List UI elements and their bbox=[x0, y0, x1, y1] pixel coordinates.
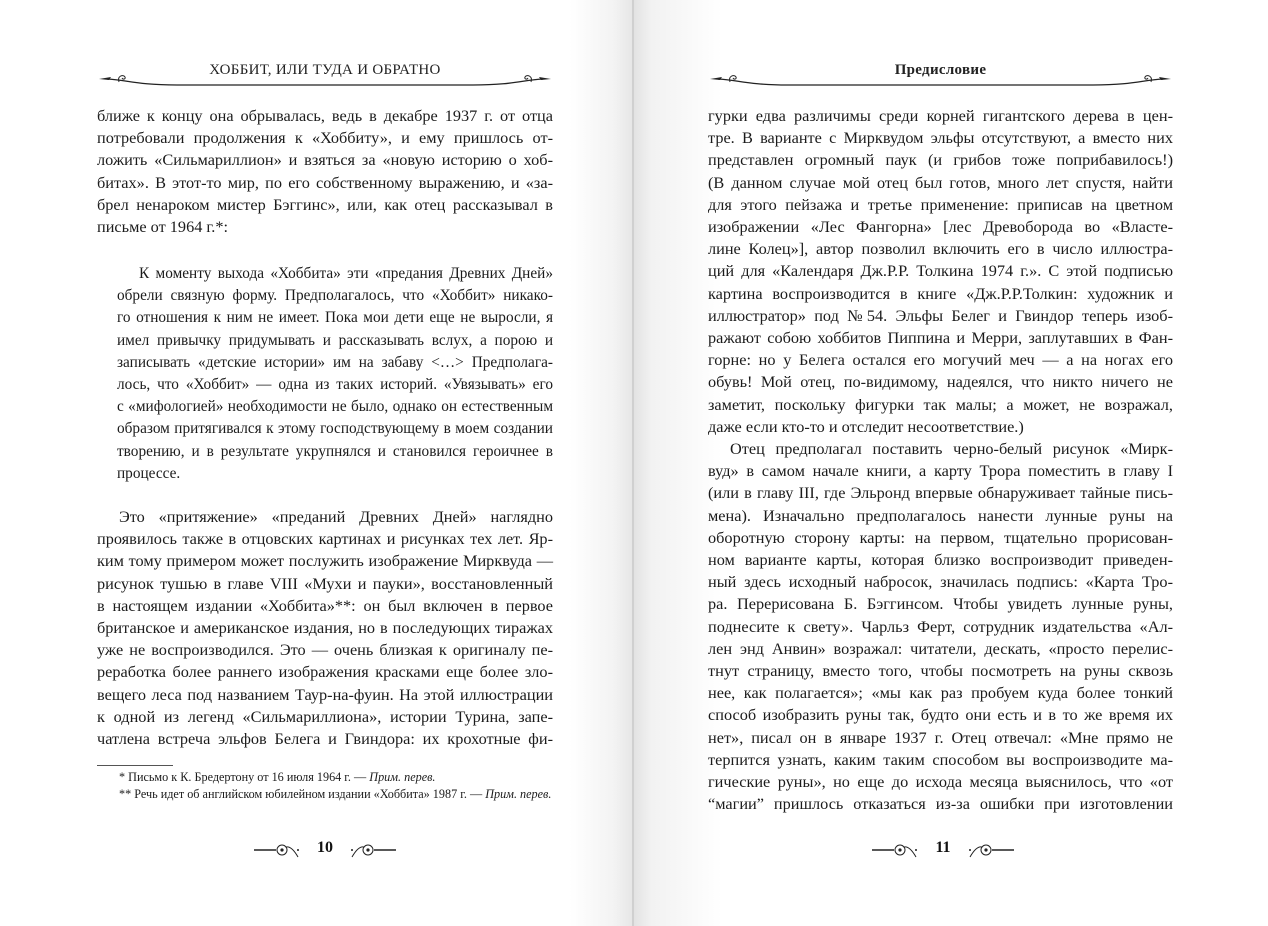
text-line: К моменту выхода «Хоббита» эти «предания Древних Дней» bbox=[139, 265, 553, 282]
footnote-1: * Письмо к К. Бредертону от 16 июля 1964 г. — Прим. перев. bbox=[119, 770, 436, 784]
text-line: в настоящем издании «Хоббита»**: он был включен в первое bbox=[97, 595, 553, 615]
text-line: обувь! Мой отец, по-видимому, надеялся, что никто ничего не bbox=[708, 372, 1173, 392]
text-line: ный здесь исходный набросок, значилась подпись: «Карта Тро- bbox=[708, 572, 1173, 592]
right-page bbox=[633, 0, 1268, 926]
running-head-right bbox=[708, 62, 1173, 92]
text-line: представлен огромный паук (и грибов тоже поприбавилось!) bbox=[708, 150, 1173, 170]
text-line: гурки едва различимы среди корней гигантского дерева в цен- bbox=[708, 106, 1173, 125]
text-line: письме от 1964 г.*: bbox=[97, 217, 228, 237]
left-page bbox=[0, 0, 633, 926]
folio-flourish-right-icon bbox=[966, 838, 1016, 862]
text-line: горне: но у Белега остался его могучий меч — а на ногах его bbox=[708, 350, 1173, 370]
text-line: ким тому примером может послужить изображение Мирквуда — bbox=[97, 551, 553, 571]
running-head-title: ХОББИТ, ИЛИ ТУДА И ОБРАТНО bbox=[209, 62, 441, 78]
text-line: картина воспроизводится в книге «Дж.Р.Р.Толкин: художник и bbox=[708, 283, 1173, 303]
text-line: процессе. bbox=[117, 464, 181, 482]
text-line: ближе к концу она обрывалась, ведь в декабре 1937 г. от отца bbox=[97, 106, 553, 125]
book-gutter bbox=[632, 0, 634, 926]
running-head-title: Предисловие bbox=[894, 62, 987, 78]
text-line: брел ненароком мистер Бэггинс», или, как отец рассказывал в bbox=[97, 194, 553, 214]
text-line: тнут страницу, вместо того, чтобы посмотреть на руны сквозь bbox=[708, 661, 1173, 681]
text-line: записывать «детские истории» им на забаву <…> Предполага- bbox=[117, 353, 553, 371]
text-line: с «мифологией» необходимости не было, однако он естественным bbox=[117, 398, 553, 416]
text-line: имел привычку придумывать и рассказывать вслух, а порою и bbox=[117, 331, 553, 349]
footnotes bbox=[97, 769, 553, 803]
text-line: обрели связную форму. Предполагалось, что «Хоббит» никако- bbox=[117, 287, 553, 305]
text-line: “магии” пришлось отказаться из-за ошибки при изготовлении bbox=[708, 794, 1173, 814]
text-line: Отец предполагал поставить черно-белый рисунок «Мирк- bbox=[730, 439, 1173, 459]
text-line: вуд» в самом начале книги, а карту Трора поместить в главу I bbox=[708, 461, 1173, 481]
left-paragraph-1 bbox=[97, 105, 553, 238]
text-line: заметит, поскольку фигурки так малы; а может, не возражал, bbox=[708, 394, 1173, 414]
text-line: изображении «Лес Фангорна» [лес Древоборода во «Власте- bbox=[708, 217, 1173, 237]
text-line: вещего леса под названием Таур-на-фуин. На этой иллюстрации bbox=[97, 684, 553, 704]
text-line: лось, что «Хоббит» — одна из таких историй. «Увязывать» его bbox=[117, 376, 553, 394]
text-line: го отношения к ним не имеет. Пока мои дети еще не выросли, я bbox=[117, 309, 553, 327]
right-text bbox=[708, 105, 1173, 816]
text-line: битах». В этот-то мир, по его собственному выражению, и «за- bbox=[97, 172, 553, 192]
text-line: гические руны», но еще до исхода месяца выяснилось, что «от bbox=[708, 772, 1173, 792]
text-line: терпится узнать, каким таким способом вы воспроизводите ма- bbox=[708, 749, 1173, 769]
text-line: ном варианте карты, которая близко воспроизводит приведен- bbox=[708, 550, 1173, 570]
text-line: нет», писал он в январе 1937 г. Отец отвечал: «Мне прямо не bbox=[708, 727, 1173, 747]
text-line: (или в главу III, где Эльронд впервые обнаруживает тайные пись- bbox=[708, 483, 1173, 503]
text-line: реработка более раннего изображения красками еще более зло- bbox=[97, 662, 553, 682]
text-line: уже не воспроизводился. Это — очень близкая к оригиналу пе- bbox=[97, 640, 553, 660]
text-line: проявилось также в отцовских картинах и рисунках тех лет. Яр- bbox=[97, 529, 553, 549]
text-line: ра. Перерисована Б. Бэггинсом. Чтобы увидеть лунные руны, bbox=[708, 594, 1173, 614]
text-line: к одной из легенд «Сильмариллиона», истории Турина, запе- bbox=[97, 706, 553, 726]
text-line: ций для «Календаря Дж.Р.Р. Толкина 1974 г.». С этой подписью bbox=[708, 261, 1173, 281]
left-paragraph-2 bbox=[97, 506, 553, 750]
text-line: тре. В варианте с Мирквудом эльфы отсутствуют, а вместо них bbox=[708, 128, 1173, 148]
footnote-divider bbox=[97, 765, 173, 766]
text-line: (В данном случае мой отец был готов, много лет спустя, найти bbox=[708, 172, 1173, 192]
page-number-left bbox=[252, 838, 398, 862]
text-line: ложить «Сильмариллион» и взяться за «новую историю о хоб- bbox=[97, 150, 553, 170]
text-line: Это «притяжение» «преданий Древних Дней» наглядно bbox=[119, 507, 553, 526]
text-line: мена). Изначально предполагалось нанести лунные руны на bbox=[708, 505, 1173, 525]
page-number: 11 bbox=[935, 839, 951, 856]
running-head-left bbox=[97, 62, 553, 92]
footnote-2: ** Речь идет об английском юбилейном издании «Хоббита» 1987 г. — Прим. перев. bbox=[119, 787, 552, 801]
text-line: чатлена встреча эльфов Белега и Гвиндора: их крохотные фи- bbox=[97, 729, 553, 749]
text-line: британское и американское издания, но в последующих тиражах bbox=[97, 618, 553, 638]
text-line: лине Колец»], автор позволил включить его в число иллюстра- bbox=[708, 239, 1173, 259]
text-line: иллюстратор» под №54. Эльфы Белег и Гвиндор теперь изоб- bbox=[708, 305, 1173, 325]
text-line: образом притягивался к этому господствующему в моем создании bbox=[117, 420, 553, 438]
text-line: лен энд Анвин» возражал: читатели, дескать, «просто перелис- bbox=[708, 638, 1173, 658]
text-line: даже если кто-то и отследит несоответствие.) bbox=[708, 416, 1024, 436]
text-line: рисунок тушью в главе VIII «Мухи и пауки», восстановленный bbox=[97, 573, 553, 593]
text-line: оборотную сторону карты: на первом, тщательно прорисован- bbox=[708, 527, 1173, 547]
text-line: ражают собою хоббитов Пиппина и Мерри, заплутавших в Фан- bbox=[708, 328, 1173, 348]
text-line: поднесите к свету». Чарльз Ферт, сотрудник издательства «Ал- bbox=[708, 616, 1173, 636]
page-number: 10 bbox=[317, 839, 333, 856]
folio-flourish-right-icon bbox=[348, 838, 398, 862]
text-line: потребовали продолжения к «Хоббиту», и ему пришлось от- bbox=[97, 128, 553, 148]
text-line: для этого пейзажа и третье применение: приписав на цветном bbox=[708, 194, 1173, 214]
block-quote bbox=[117, 263, 553, 485]
text-line: творению, и в результате укрупнялся и становился героичнее в bbox=[117, 442, 553, 460]
text-line: способ изобразить руны так, будто они есть и в то же время их bbox=[708, 705, 1173, 725]
page-number-right bbox=[870, 838, 1016, 862]
text-line: нее, как полагается»; «мы как раз пробуем куда более тонкий bbox=[708, 683, 1173, 703]
